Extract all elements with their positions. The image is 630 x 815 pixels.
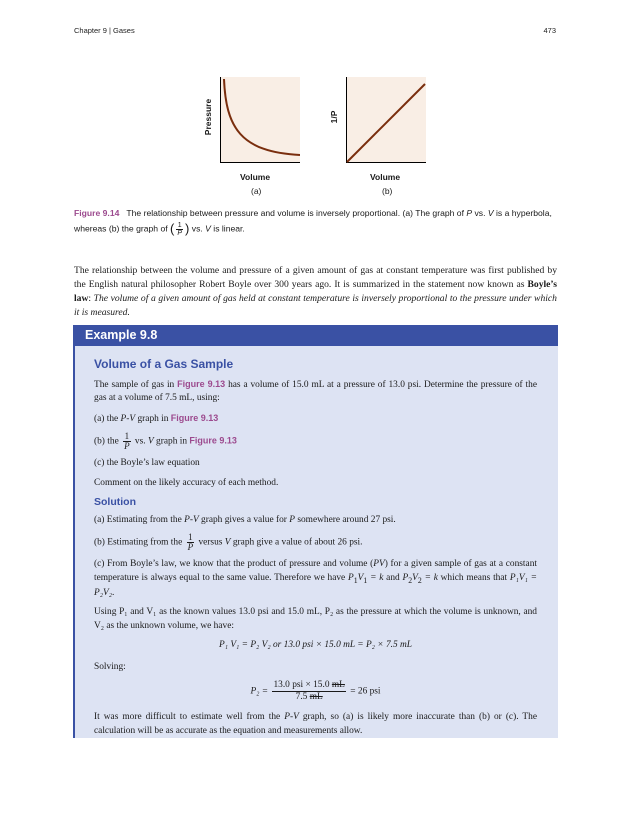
solution-b xyxy=(94,533,537,552)
plot-a-xlabel: Volume xyxy=(240,172,271,182)
sc-sub1b: 1 xyxy=(363,575,368,585)
sc-3: which means that xyxy=(437,572,510,583)
sc-v2: V xyxy=(412,572,418,583)
p2-den xyxy=(272,692,345,703)
sc-end: . xyxy=(111,587,115,598)
question-c: (c) the Boyle’s law equation xyxy=(94,458,200,468)
caption-frac-num: 1 xyxy=(177,222,182,230)
sb-v: V xyxy=(224,537,231,548)
p2-num-unit: mL xyxy=(331,680,345,691)
closing-2: graph, so (a) is likely more inaccurate than (b) or (c). The calculation will be as accurate as the equation and measurements allow. xyxy=(94,712,537,736)
plot-a-sublabel: (a) xyxy=(251,186,262,196)
qb-mid: vs. xyxy=(132,436,148,447)
figure-9-13-link-a[interactable]: Figure 9.13 xyxy=(170,412,219,423)
p2-rhs: = 26 psi xyxy=(350,687,381,698)
qb-v: V xyxy=(147,436,154,447)
sc-p2: P xyxy=(402,572,409,583)
caption-text-2: is a hyperbola, whereas (b) the graph of xyxy=(74,208,552,234)
p2-den-unit: mL xyxy=(309,692,323,703)
p2-lhs: P₂ = xyxy=(250,687,269,698)
sa-pv: P-V xyxy=(184,514,199,525)
plot-b-xlabel: Volume xyxy=(370,172,401,182)
caption-var-v-2: V xyxy=(205,223,211,234)
sc-and: and xyxy=(383,572,403,583)
example-title: Volume of a Gas Sample xyxy=(94,357,234,371)
sb-pre: (b) Estimating from the xyxy=(94,537,185,548)
sc-sub2: 2 xyxy=(408,575,413,585)
solving-label: Solving: xyxy=(94,661,126,672)
p2-den-text: 7.5 xyxy=(295,692,310,703)
running-header-chapter: Chapter 9 | Gases xyxy=(74,26,135,35)
example-header: Example 9.8 xyxy=(73,325,558,346)
sc-1: (c) From Boyle’s law, we know that the product of pressure and volume ( xyxy=(94,559,374,569)
figure-caption xyxy=(74,206,560,237)
caption-text-4: is linear. xyxy=(210,223,245,234)
caption-vs-2: vs. xyxy=(189,223,206,234)
figure-9-13-link[interactable]: Figure 9.13 xyxy=(177,378,226,389)
sc-sub2b: 2 xyxy=(417,575,422,585)
caption-var-p: P xyxy=(466,208,473,218)
plot-a-ylabel: Pressure xyxy=(203,98,213,136)
plot-b-linear xyxy=(346,77,426,163)
intro-text: The sample of gas in xyxy=(94,379,178,390)
sb-post: graph give a value of about 26 psi. xyxy=(230,537,363,548)
plot-b-sublabel: (b) xyxy=(382,186,393,196)
figure-9-13-link-b[interactable]: Figure 9.13 xyxy=(189,435,237,446)
caption-vs: vs. xyxy=(472,208,488,218)
qa-post: graph in xyxy=(135,413,171,424)
p2-calculation xyxy=(94,680,537,703)
p2-num xyxy=(272,680,345,692)
qa-pv: P-V xyxy=(120,413,136,424)
sb-mid: versus xyxy=(196,537,225,548)
qb-fraction xyxy=(123,432,131,451)
sb-frac-num: 1 xyxy=(188,532,193,542)
qb-pre: (b) the xyxy=(94,436,122,447)
p2-fraction xyxy=(272,680,345,703)
qa-pre: (a) the xyxy=(94,413,121,424)
sa-pre: (a) Estimating from the xyxy=(94,514,185,525)
sc-final: P₁V₁ = P₂V₂ xyxy=(94,572,538,598)
qb-frac-num: 1 xyxy=(124,431,130,441)
qb-frac-den: P xyxy=(124,441,130,451)
qb-post: graph in xyxy=(153,436,190,447)
caption-fraction: ( $\frac{1}{P}$ ) xyxy=(170,221,190,238)
boyles-law-paragraph xyxy=(74,264,557,320)
plot-a-hyperbola xyxy=(220,77,300,163)
sc-sub1: 1 xyxy=(353,575,358,585)
page-number: 473 xyxy=(543,26,556,35)
caption-frac-den: P xyxy=(177,230,183,238)
figure-9-14 xyxy=(190,70,450,200)
sc-p1: P xyxy=(348,572,354,583)
closing-1: It was more difficult to estimate well from the xyxy=(94,712,285,723)
solution-c xyxy=(94,558,537,600)
sc-k1: = k xyxy=(367,572,384,583)
solution-heading: Solution xyxy=(94,496,136,508)
question-b xyxy=(94,432,537,451)
closing-paragraph xyxy=(94,711,537,738)
sc-k2: = k xyxy=(421,572,438,583)
paragraph-colon: : xyxy=(88,293,94,304)
sb-fraction xyxy=(187,533,195,552)
using-paragraph: Using P₁ and V₁ as the known values 13.0 psi and 15.0 mL, P₂ as the pressure at which the volume is unknown, and V₂ as the unknown volume, we have: xyxy=(94,607,537,631)
solution-a xyxy=(94,514,537,528)
closing-pv: P-V xyxy=(284,712,299,723)
sc-2: ) for a given sample of gas at a constant temperature is always equal to the same value. Therefore we have xyxy=(94,559,537,583)
sb-frac-den: P xyxy=(187,542,194,552)
sa-mid: graph gives a value for xyxy=(198,514,290,525)
plot-b-ylabel: 1/P xyxy=(329,110,339,124)
caption-var-v: V xyxy=(487,208,494,218)
sc-v1: V xyxy=(357,572,364,583)
p2-num-text: 13.0 psi × 15.0 xyxy=(273,680,332,691)
boyles-equation: P₁ V₁ = P₂ V₂ or 13.0 psi × 15.0 mL = P₂ × 7.5 mL xyxy=(219,640,412,651)
caption-label: Figure 9.14 xyxy=(74,208,120,218)
sa-post: somewhere around 27 psi. xyxy=(295,514,396,525)
intro-text-2: has a volume of 15.0 mL at a pressure of 13.0 psi. Determine the pressure of the gas at a volume of 7.5 mL, using: xyxy=(94,379,537,403)
boyles-law-term: Boyle’s law xyxy=(74,279,557,304)
paragraph-text: The relationship between the volume and pressure of a given amount of gas at constant temperature was first published by the English natural philosopher Robert Boyle over 300 years ago. It is summarized in the statement now known as xyxy=(74,265,557,290)
question-a xyxy=(94,412,537,427)
boyles-law-statement: The volume of a given amount of gas held at constant temperature is inversely proportional to the pressure under which it is measured. xyxy=(74,293,557,318)
example-body xyxy=(94,358,537,744)
example-intro xyxy=(94,378,537,406)
comment-line: Comment on the likely accuracy of each method. xyxy=(94,477,279,488)
sc-pv: PV xyxy=(373,559,385,569)
sa-p: P xyxy=(289,514,295,525)
caption-text: The relationship between pressure and volume is inversely proportional. (a) The graph of xyxy=(126,208,467,218)
